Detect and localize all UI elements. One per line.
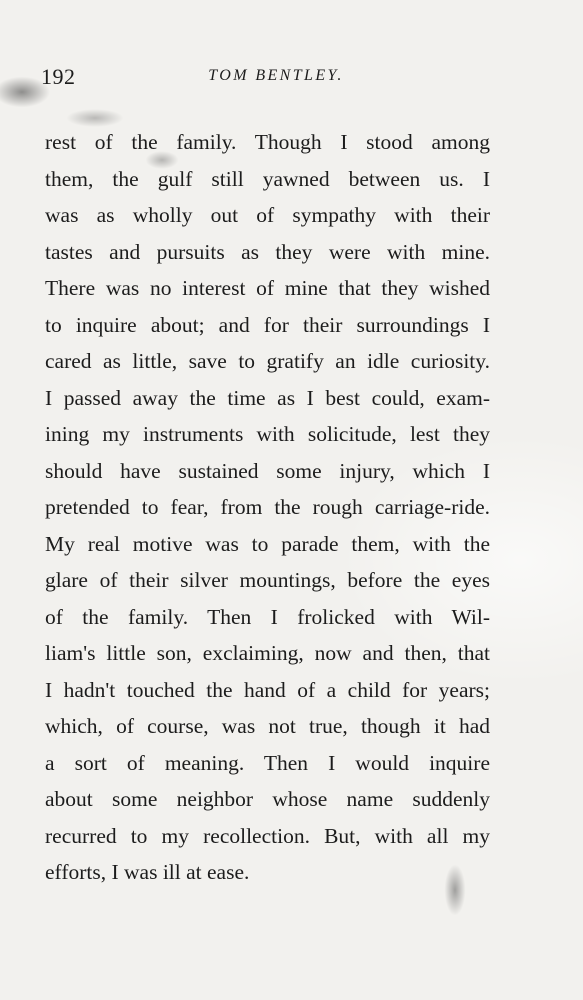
text-line: glare of their silver mountings, before the eyes xyxy=(45,568,490,592)
text-line: pretended to fear, from the rough carriage-ride. xyxy=(45,495,490,519)
page-number: 192 xyxy=(41,64,76,89)
text-line: to inquire about; and for their surroundings I xyxy=(45,312,490,337)
text-line: of the family. Then I frolicked with Wil- xyxy=(45,604,490,629)
text-line: ining my instruments with solicitude, lest they xyxy=(45,422,490,446)
text-line: efforts, I was ill at ease. xyxy=(45,860,250,884)
running-head: TOM BENTLEY. xyxy=(208,67,344,84)
text-line: My real motive was to parade them, with the xyxy=(45,531,490,556)
text-line: about some neighbor whose name suddenly xyxy=(45,787,490,811)
text-line: was as wholly out of sympathy with their xyxy=(45,203,490,227)
text-line: cared as little, save to gratify an idle curiosity. xyxy=(45,349,490,373)
page-header xyxy=(41,64,491,94)
text-line: recurred to my recollection. But, with all my xyxy=(45,823,490,848)
body-text xyxy=(45,124,490,891)
text-line: There was no interest of mine that they wished xyxy=(45,276,490,300)
text-line: should have sustained some injury, which I xyxy=(45,458,490,483)
text-line: liam's little son, exclaiming, now and then, that xyxy=(45,641,490,665)
text-line: which, of course, was not true, though it had xyxy=(45,714,490,738)
text-line: them, the gulf still yawned between us. I xyxy=(45,166,490,191)
text-line: I passed away the time as I best could, exam- xyxy=(45,385,490,410)
text-line: I hadn't touched the hand of a child for years; xyxy=(45,677,490,702)
text-line: a sort of meaning. Then I would inquire xyxy=(45,750,490,775)
text-line: tastes and pursuits as they were with mine. xyxy=(45,239,490,264)
text-line: rest of the family. Though I stood among xyxy=(45,130,490,154)
